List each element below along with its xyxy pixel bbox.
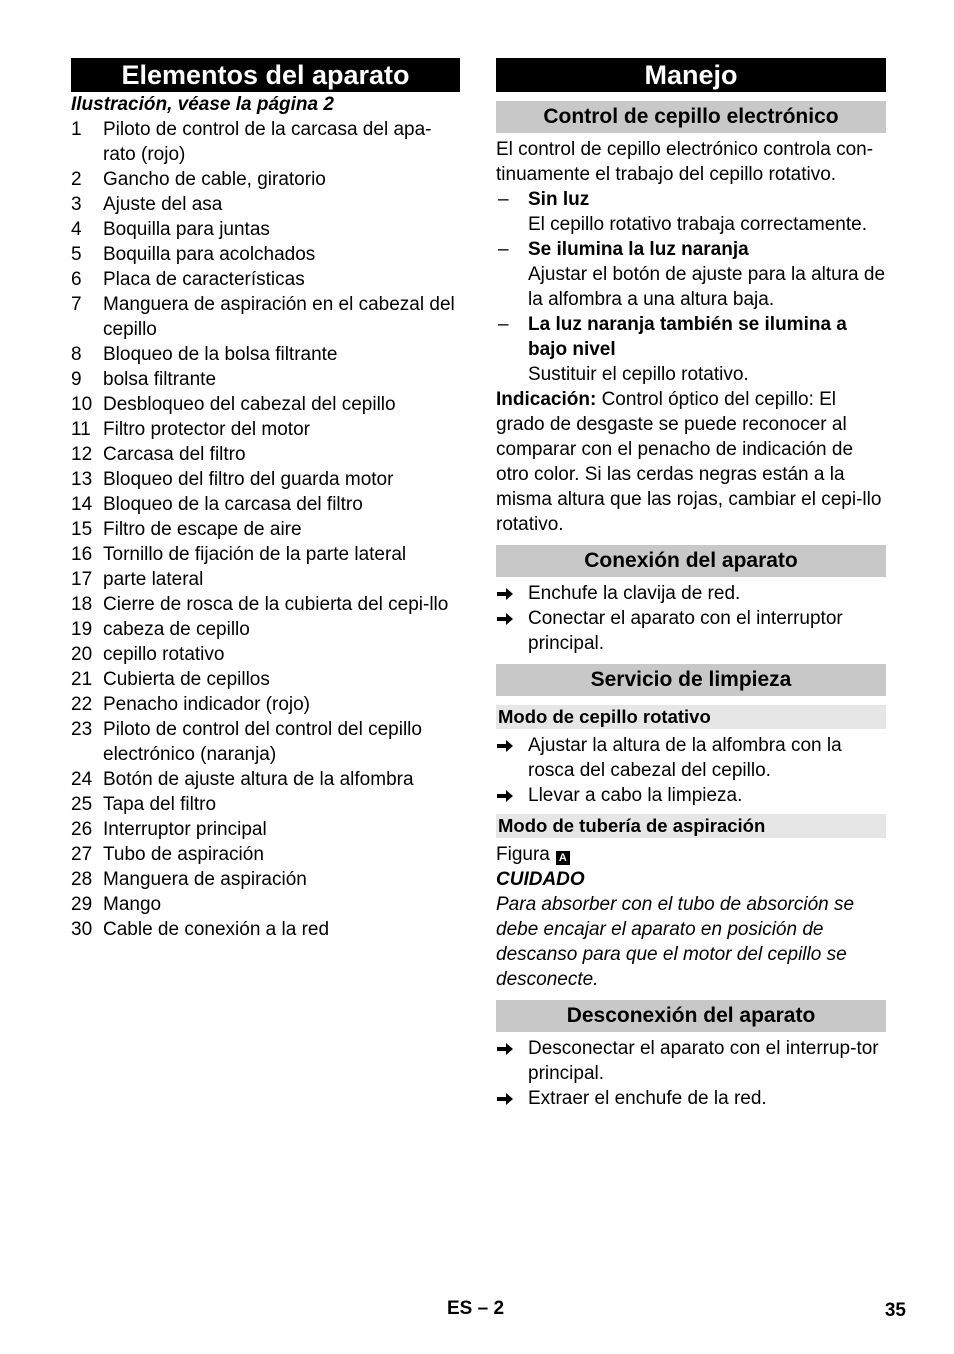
- instruction-step: [496, 606, 886, 656]
- left-column: [71, 58, 460, 942]
- list-item: [71, 417, 460, 442]
- item-number: 21: [71, 669, 93, 690]
- list-item: [71, 567, 460, 592]
- list-item: [71, 867, 460, 892]
- subheading-cleaning: Servicio de limpieza: [496, 664, 886, 696]
- subheading-connection: Conexión del aparato: [496, 545, 886, 577]
- rotary-brush-steps: [496, 733, 886, 808]
- instruction-step: [496, 1086, 886, 1111]
- item-text: Bloqueo de la bolsa filtrante: [103, 344, 338, 365]
- item-number: 26: [71, 819, 93, 840]
- section-heading-elements: Elementos del aparato: [71, 58, 460, 92]
- step-marker: [496, 733, 528, 758]
- item-text: Filtro protector del motor: [103, 419, 310, 440]
- dash-marker: –: [498, 239, 509, 260]
- item-text: Boquilla para acolchados: [103, 244, 316, 265]
- item-number: 25: [71, 794, 93, 815]
- list-item: [71, 367, 460, 392]
- indication-text: Control óptico del cepillo: El grado de desgaste se puede reconocer al comparar con el penacho de indicación de otro color. Si las cerdas negras están a la misma altura que las rojas, cambiar el cepi-llo rotativo.: [496, 389, 882, 535]
- status-text: El cepillo rotativo trabaja correctamente.: [528, 214, 867, 235]
- item-text: Cable de conexión a la red: [103, 919, 330, 940]
- item-text: Tapa del filtro: [103, 794, 217, 815]
- item-number: 7: [71, 294, 82, 315]
- item-text: Gancho de cable, giratorio: [103, 169, 326, 190]
- list-item: [71, 617, 460, 642]
- list-item: [71, 892, 460, 917]
- status-case-no-light: [496, 187, 886, 237]
- arrow-right-icon: [497, 1092, 514, 1106]
- item-text: Cubierta de cepillos: [103, 669, 270, 690]
- arrow-right-icon: [497, 739, 514, 753]
- item-number: 14: [71, 494, 93, 515]
- instruction-step: [496, 1036, 886, 1086]
- dash-marker: –: [498, 189, 509, 210]
- list-item: [71, 542, 460, 567]
- footer-separator: –: [477, 1298, 489, 1319]
- item-number: 9: [71, 369, 82, 390]
- step-text: Extraer el enchufe de la red.: [528, 1088, 767, 1109]
- item-text: Interruptor principal: [103, 819, 267, 840]
- footer-section-page: 2: [493, 1298, 505, 1319]
- list-item: [71, 267, 460, 292]
- list-item: [71, 192, 460, 217]
- step-marker: [496, 783, 528, 808]
- list-item: [71, 817, 460, 842]
- item-text: cepillo rotativo: [103, 644, 225, 665]
- indication-label: Indicación:: [496, 389, 597, 410]
- dash-marker: –: [498, 314, 509, 335]
- item-text: Bloqueo del filtro del guarda motor: [103, 469, 394, 490]
- item-text: bolsa filtrante: [103, 369, 217, 390]
- item-number: 29: [71, 894, 93, 915]
- item-text: Mango: [103, 894, 162, 915]
- list-item: [71, 442, 460, 467]
- list-item: [71, 167, 460, 192]
- right-column: [496, 58, 886, 1111]
- connection-steps: [496, 581, 886, 656]
- caution-label: CUIDADO: [496, 869, 585, 890]
- step-text: Desconectar el aparato con el interrup-tor principal.: [528, 1038, 879, 1084]
- list-item: [71, 792, 460, 817]
- list-item: [71, 592, 460, 617]
- instruction-step: [496, 783, 886, 808]
- list-item: [71, 342, 460, 367]
- status-text: Ajustar el botón de ajuste para la altura de la alfombra a una altura baja.: [528, 264, 886, 310]
- item-text: parte lateral: [103, 569, 204, 590]
- item-number: 22: [71, 694, 93, 715]
- item-text: Cierre de rosca de la cubierta del cepi-llo: [103, 594, 449, 615]
- step-marker: [496, 606, 528, 631]
- list-item: [71, 767, 460, 792]
- subheading-rotary-brush-mode: Modo de cepillo rotativo: [496, 705, 886, 729]
- item-number: 5: [71, 244, 82, 265]
- status-label: Se ilumina la luz naranja: [528, 239, 749, 260]
- item-number: 6: [71, 269, 82, 290]
- item-text: Botón de ajuste altura de la alfombra: [103, 769, 414, 790]
- step-text: Llevar a cabo la limpieza.: [528, 785, 743, 806]
- list-item: [71, 917, 460, 942]
- status-label: Sin luz: [528, 189, 590, 210]
- arrow-right-icon: [497, 587, 514, 601]
- status-label: La luz naranja también se ilumina a bajo nivel: [528, 314, 847, 360]
- item-number: 19: [71, 619, 93, 640]
- figure-label: Figura: [496, 844, 550, 865]
- item-number: 23: [71, 719, 93, 740]
- item-text: Bloqueo de la carcasa del filtro: [103, 494, 363, 515]
- subheading-brush-control: Control de cepillo electrónico: [496, 101, 886, 133]
- item-text: Manguera de aspiración: [103, 869, 307, 890]
- item-text: Desbloqueo del cabezal del cepillo: [103, 394, 396, 415]
- section-heading-operation: Manejo: [496, 58, 886, 92]
- step-marker: [496, 581, 528, 606]
- illustration-reference: Ilustración, véase la página 2: [71, 94, 334, 115]
- status-case-orange-low: [496, 312, 886, 387]
- item-number: 10: [71, 394, 93, 415]
- footer-language: ES: [447, 1298, 473, 1319]
- indication-note: [496, 387, 886, 537]
- item-number: 15: [71, 519, 93, 540]
- status-case-orange-light: [496, 237, 886, 312]
- figure-reference: [496, 842, 886, 867]
- instruction-step: [496, 581, 886, 606]
- list-item: [71, 517, 460, 542]
- item-number: 1: [71, 119, 82, 140]
- page-number: 35: [884, 1300, 906, 1321]
- list-item: [71, 492, 460, 517]
- item-text: Piloto de control del control del cepillo electrónico (naranja): [103, 719, 422, 765]
- list-item: [71, 717, 460, 767]
- list-item: [71, 392, 460, 417]
- item-text: Tornillo de fijación de la parte lateral: [103, 544, 407, 565]
- footer-section-marker: [447, 1298, 504, 1320]
- item-number: 30: [71, 919, 93, 940]
- step-text: Ajustar la altura de la alfombra con la rosca del cabezal del cepillo.: [528, 735, 842, 781]
- list-item: [71, 667, 460, 692]
- instruction-step: [496, 733, 886, 783]
- item-number: 8: [71, 344, 82, 365]
- list-item: [71, 217, 460, 242]
- item-number: 20: [71, 644, 93, 665]
- step-text: Conectar el aparato con el interruptor principal.: [528, 608, 843, 654]
- list-item: [71, 242, 460, 267]
- arrow-right-icon: [497, 612, 514, 626]
- list-item: [71, 642, 460, 667]
- item-number: 17: [71, 569, 93, 590]
- item-text: Piloto de control de la carcasa del apa-rato (rojo): [103, 119, 432, 165]
- subheading-disconnection: Desconexión del aparato: [496, 1000, 886, 1032]
- item-number: 28: [71, 869, 93, 890]
- item-number: 24: [71, 769, 93, 790]
- arrow-right-icon: [497, 789, 514, 803]
- list-item: [71, 467, 460, 492]
- item-number: 27: [71, 844, 93, 865]
- item-text: cabeza de cepillo: [103, 619, 250, 640]
- step-text: Enchufe la clavija de red.: [528, 583, 741, 604]
- item-number: 4: [71, 219, 82, 240]
- item-number: 12: [71, 444, 93, 465]
- item-text: Penacho indicador (rojo): [103, 694, 311, 715]
- step-marker: [496, 1086, 528, 1111]
- parts-list: [71, 117, 460, 942]
- list-item: [71, 692, 460, 717]
- list-item: [71, 117, 460, 167]
- item-text: Boquilla para juntas: [103, 219, 270, 240]
- item-text: Tubo de aspiración: [103, 844, 264, 865]
- arrow-right-icon: [497, 1042, 514, 1056]
- disconnection-steps: [496, 1036, 886, 1111]
- item-text: Carcasa del filtro: [103, 444, 246, 465]
- status-text: Sustituir el cepillo rotativo.: [528, 364, 749, 385]
- list-item: [71, 842, 460, 867]
- item-number: 2: [71, 169, 82, 190]
- item-number: 11: [71, 419, 91, 440]
- caution-text: Para absorber con el tubo de absorción se debe encajar el aparato en posición de descanso para que el motor del cepillo se desconecte.: [496, 894, 855, 990]
- item-text: Manguera de aspiración en el cabezal del cepillo: [103, 294, 455, 340]
- item-number: 13: [71, 469, 93, 490]
- item-number: 18: [71, 594, 93, 615]
- figure-letter-icon: A: [556, 851, 570, 865]
- item-number: 3: [71, 194, 82, 215]
- item-text: Ajuste del asa: [103, 194, 223, 215]
- item-number: 16: [71, 544, 93, 565]
- step-marker: [496, 1036, 528, 1061]
- list-item: [71, 292, 460, 342]
- item-text: Placa de características: [103, 269, 305, 290]
- item-text: Filtro de escape de aire: [103, 519, 302, 540]
- subheading-suction-tube-mode: Modo de tubería de aspiración: [496, 814, 886, 838]
- brush-control-intro: El control de cepillo electrónico controla con-tinuamente el trabajo del cepillo rotativo.: [496, 139, 874, 185]
